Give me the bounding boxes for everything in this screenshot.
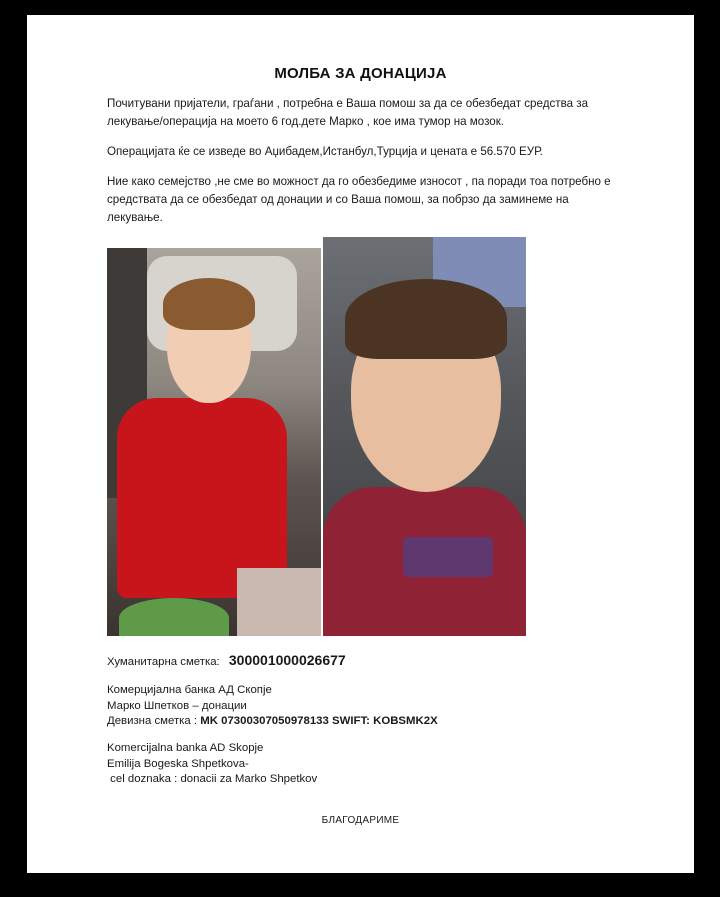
foreign-account bbox=[107, 714, 438, 730]
recipient-mk: Марко Шпетков – донации bbox=[107, 699, 247, 712]
account-number: 300001000026677 bbox=[228, 652, 346, 668]
donation-letter bbox=[27, 15, 694, 873]
foreign-value: MK 07300307050978133 SWIFT: KOBSMK2X bbox=[200, 715, 438, 727]
child-photo-left bbox=[107, 248, 321, 636]
paragraph-operation: Операцијата ќе се изведе во Аџибадем,Истанбул,Турција и цената е 56.570 ЕУР. bbox=[107, 145, 543, 158]
thanks-text: БЛАГОДАРИМЕ bbox=[321, 815, 400, 826]
bank-name-mk: Комерцијална банка АД Скопје bbox=[107, 684, 272, 696]
humanitarian-account bbox=[107, 653, 346, 671]
page-title: МОЛБА ЗА ДОНАЦИЈА bbox=[274, 65, 447, 82]
bank-details-latin bbox=[107, 741, 317, 788]
bank-name-lat: Komercijalna banka AD Skopje bbox=[107, 742, 264, 754]
account-label: Хуманитарна сметка: bbox=[107, 656, 220, 668]
purpose-lat: cel doznaka : donacii za Marko Shpetkov bbox=[107, 773, 318, 785]
child-photo-right bbox=[323, 237, 526, 636]
foreign-label: Девизна сметка : bbox=[107, 715, 198, 727]
recipient-lat: Emilija Bogeska Shpetkova- bbox=[107, 757, 249, 770]
bank-details-cyrillic bbox=[107, 683, 438, 730]
paragraph-intro: Почитувани пријатели, граѓани , потребна е Ваша помош за да се обезбедат средства за лекување/операција на моето 6 год.дете Марко , кое има тумор на мозок. bbox=[107, 97, 589, 128]
paragraph-request: Ние како семејство ,не сме во можност да го обезбедиме износот , па поради тоа потребно е средствата да се обезбедат од донации и со Ваша помош, за побрзо да заминеме на лекување. bbox=[107, 175, 611, 224]
